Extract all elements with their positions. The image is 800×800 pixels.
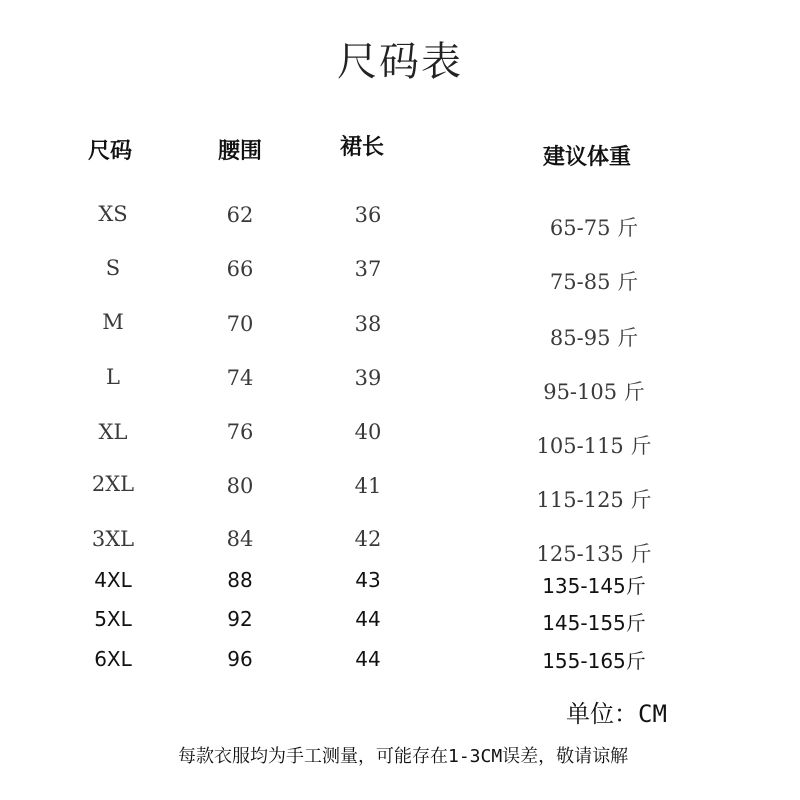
weight-cell: 115-125 斤 — [536, 488, 652, 512]
weight-cell: 125-135 斤 — [536, 542, 652, 566]
length-cell: 44 — [355, 607, 381, 631]
size-cell: 4XL — [94, 568, 132, 592]
unit-label: 单位：CM — [566, 700, 667, 728]
weight-cell: 85-95 斤 — [549, 326, 639, 350]
header-waist: 腰围 — [218, 139, 263, 164]
waist-cell: 88 — [227, 568, 253, 592]
size-cell: M — [102, 310, 124, 334]
waist-cell: 66 — [226, 257, 254, 281]
weight-cell: 135-145斤 — [542, 574, 646, 598]
size-cell: L — [106, 365, 120, 389]
size-cell: XL — [98, 420, 128, 444]
size-cell: 5XL — [94, 607, 132, 631]
waist-cell: 96 — [227, 647, 253, 671]
weight-cell: 155-165斤 — [542, 649, 646, 673]
size-cell: 3XL — [91, 527, 135, 551]
weight-cell: 95-105 斤 — [543, 380, 645, 404]
weight-cell: 105-115 斤 — [536, 434, 652, 458]
length-cell: 36 — [354, 203, 382, 227]
length-cell: 37 — [354, 257, 382, 281]
size-cell: XS — [98, 202, 128, 226]
waist-cell: 84 — [226, 527, 254, 551]
waist-cell: 70 — [226, 312, 254, 336]
size-cell: S — [105, 256, 121, 280]
length-cell: 40 — [354, 420, 382, 444]
waist-cell: 80 — [226, 474, 254, 498]
size-cell: 2XL — [91, 472, 135, 496]
size-cell: 6XL — [94, 647, 132, 671]
length-cell: 38 — [354, 312, 382, 336]
waist-cell: 76 — [226, 420, 254, 444]
measurement-note: 每款衣服均为手工测量，可能存在1-3CM误差，敬请谅解 — [178, 746, 629, 767]
weight-cell: 65-75 斤 — [549, 216, 639, 240]
header-size: 尺码 — [88, 139, 133, 164]
header-length: 裙长 — [340, 135, 385, 160]
page-title: 尺码表 — [337, 39, 463, 85]
length-cell: 44 — [355, 647, 381, 671]
weight-cell: 145-155斤 — [542, 611, 646, 635]
header-weight: 建议体重 — [543, 145, 632, 170]
length-cell: 43 — [355, 568, 381, 592]
length-cell: 39 — [354, 366, 382, 390]
length-cell: 41 — [354, 474, 382, 498]
waist-cell: 92 — [227, 607, 253, 631]
waist-cell: 74 — [226, 366, 254, 390]
length-cell: 42 — [354, 527, 382, 551]
weight-cell: 75-85 斤 — [549, 270, 639, 294]
waist-cell: 62 — [226, 203, 254, 227]
